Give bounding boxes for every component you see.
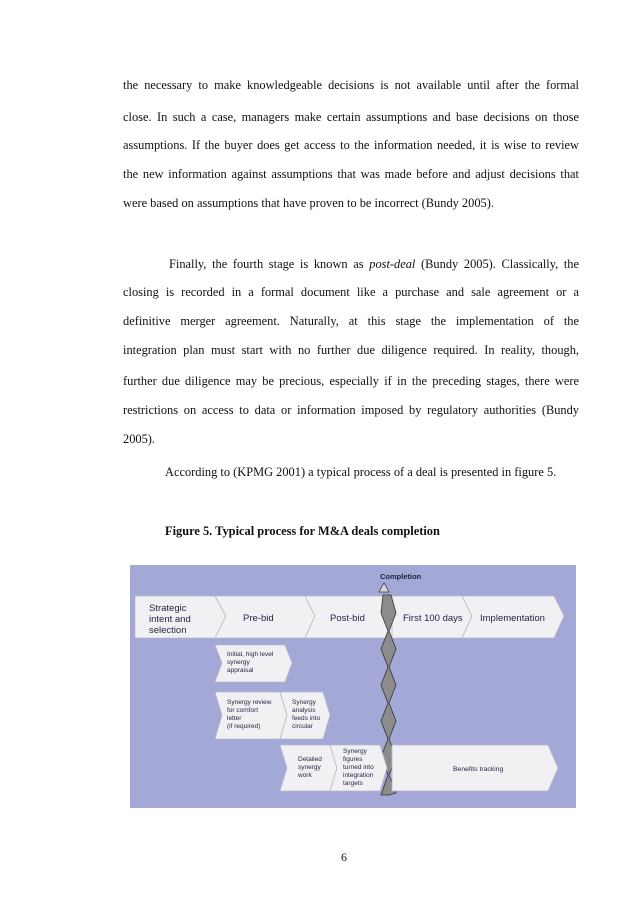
paragraph-3: According to (KPMG 2001) a typical process of a deal is presented in figure 5. — [165, 465, 557, 479]
paragraph-1-line-4: the new information against assumptions that was made before and adjust decisions that — [123, 167, 579, 181]
paragraph-2-line-3: definitive merger agreement. Naturally, at this stage the implementation of the — [123, 314, 579, 328]
box-review-line-2: for comfort — [227, 707, 259, 714]
box-initial-line-2: synergy — [227, 659, 250, 666]
process-figure — [130, 565, 576, 808]
box-review-line-3: letter — [227, 715, 242, 722]
box-review-line-1: Synergy review — [227, 699, 272, 706]
box-detailed-line-3: work — [298, 772, 312, 779]
paragraph-1-line-2: close. In such a case, managers make certain assumptions and base decisions on those — [123, 110, 579, 124]
stage-label-strategic-1: Strategic — [149, 603, 187, 614]
box-figures-line-2: figures — [343, 756, 363, 763]
box-detailed-line-2: synergy — [298, 764, 321, 771]
figure-caption: Figure 5. Typical process for M&A deals completion — [165, 524, 440, 538]
box-benefits-label: Benefits tracking — [453, 766, 504, 773]
box-figures-line-4: integration — [343, 772, 374, 779]
process-diagram — [130, 565, 576, 808]
box-analysis-line-4: circular — [292, 723, 313, 730]
paragraph-2-line-4: integration plan must start with no further due diligence required. In reality, though, — [123, 343, 579, 357]
box-figures-line-3: turned into — [343, 764, 374, 771]
stage-label-post-bid: Post-bid — [330, 613, 365, 624]
paragraph-2-text-b: (Bundy 2005). Classically, the — [415, 257, 580, 271]
box-figures-line-1: Synergy — [343, 748, 367, 755]
paragraph-2-line-1 — [123, 257, 579, 271]
paragraph-2-line-6: restrictions on access to data or information imposed by regulatory authorities (Bundy — [123, 403, 579, 417]
box-initial-line-3: appraisal — [227, 667, 254, 674]
box-detailed-line-1: Detailed — [298, 756, 322, 763]
stage-label-strategic-3: selection — [149, 625, 187, 636]
stage-label-implementation: Implementation — [480, 613, 545, 624]
paragraph-2-italic-term: post-deal — [369, 257, 416, 271]
paragraph-2-line-7: 2005). — [123, 432, 156, 446]
box-analysis-line-3: feeds into — [292, 715, 321, 722]
box-initial-line-1: Initial, high level — [227, 651, 274, 658]
box-review-line-4: (if required) — [227, 723, 261, 730]
page-number: 6 — [341, 850, 347, 864]
paragraph-2-line-2: closing is recorded in a formal document like a purchase and sale agreement or a — [123, 285, 579, 299]
paragraph-1-line-5: were based on assumptions that have proven to be incorrect (Bundy 2005). — [123, 196, 494, 210]
stage-label-pre-bid: Pre-bid — [243, 613, 274, 624]
box-figures-line-5: targets — [343, 780, 363, 787]
paragraph-2-text-a: Finally, the fourth stage is known as — [169, 257, 370, 271]
box-analysis-line-2: analysis — [292, 707, 316, 714]
completion-label: Completion — [380, 572, 422, 581]
stage-label-first-100-days: First 100 days — [403, 613, 463, 624]
stage-label-strategic-2: intent and — [149, 614, 191, 625]
paragraph-1-line-3: assumptions. If the buyer does get access to the information needed, it is wise to review — [123, 138, 579, 152]
box-analysis-line-1: Synergy — [292, 699, 316, 706]
paragraph-1-line-1: the necessary to make knowledgeable decisions is not available until after the formal — [123, 78, 579, 92]
paragraph-2-line-5: further due diligence may be precious, especially if in the preceding stages, there were — [123, 374, 579, 388]
